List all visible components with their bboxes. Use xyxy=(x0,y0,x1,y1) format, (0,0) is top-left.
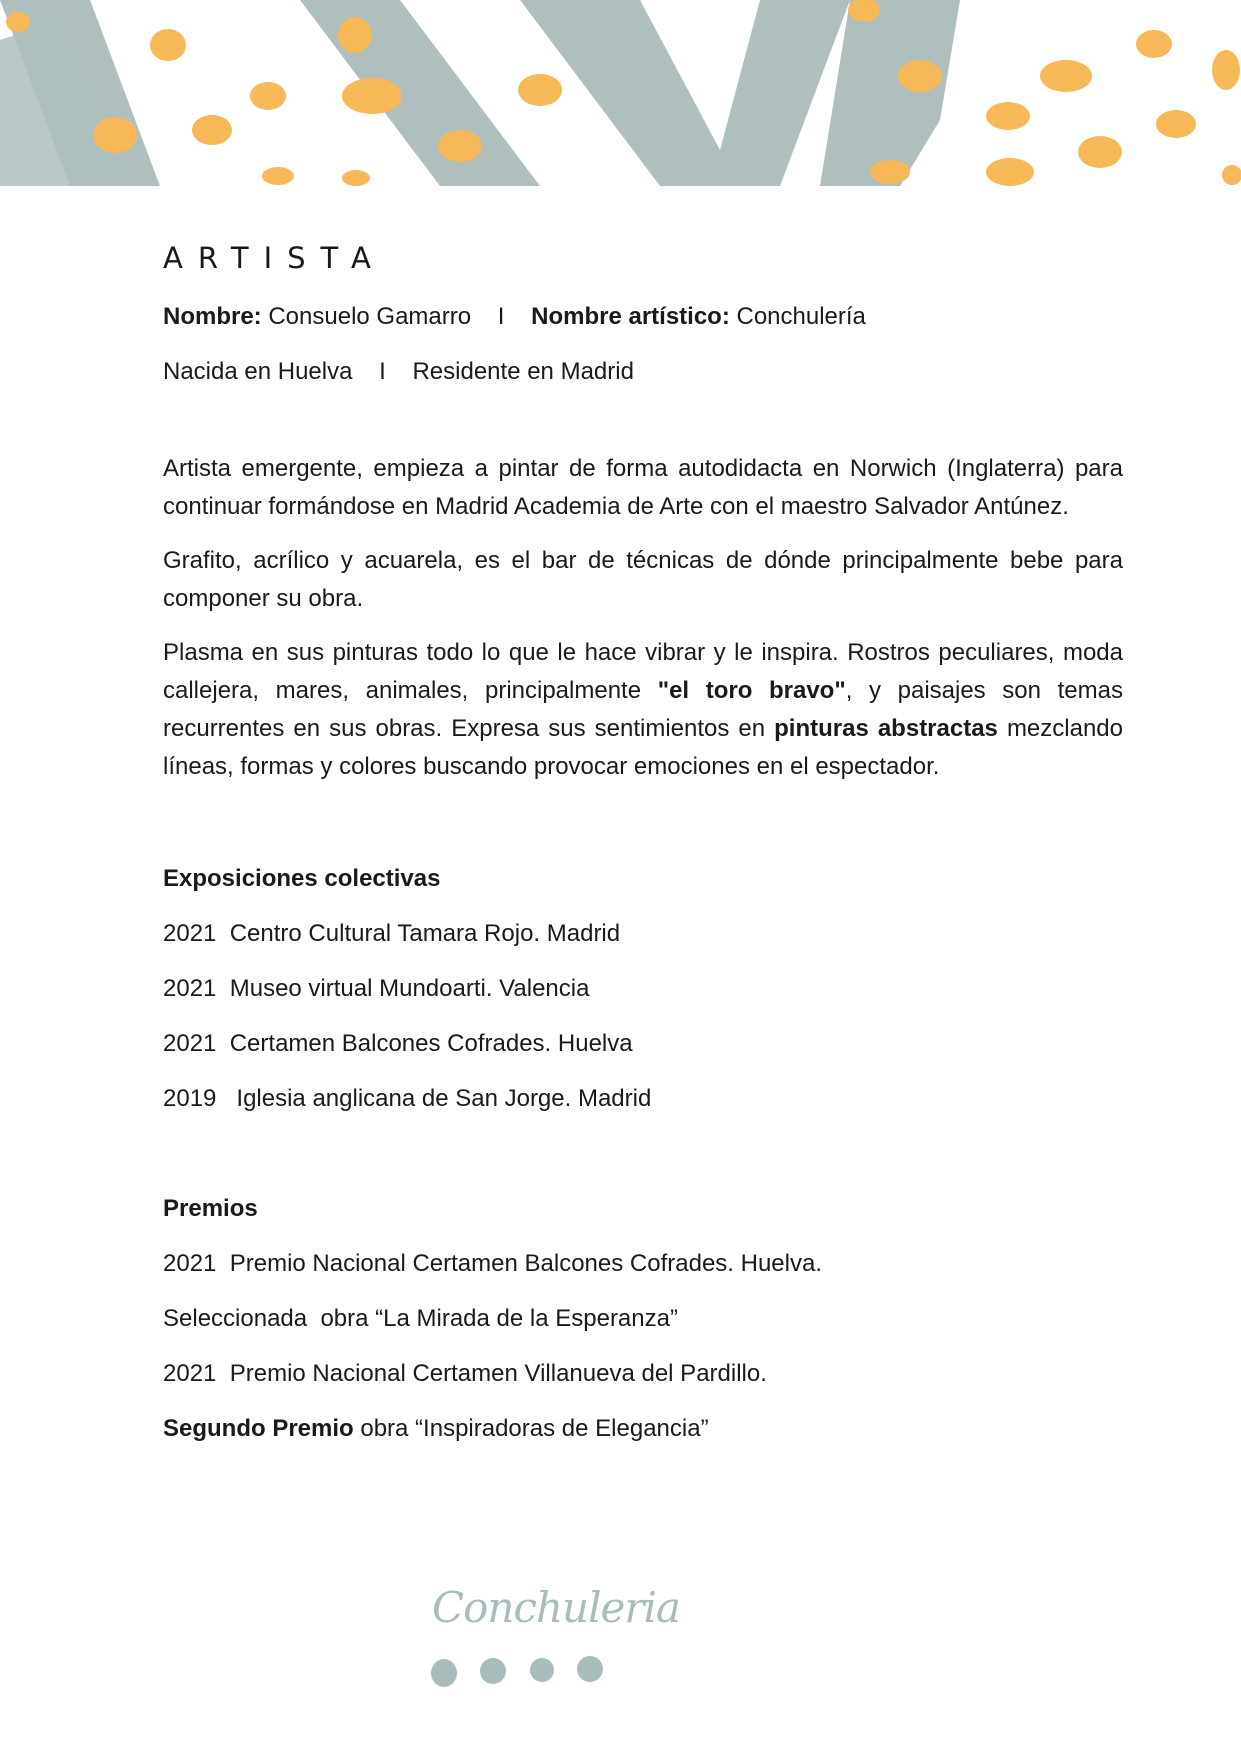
bio-bold-text: pinturas abstractas xyxy=(774,715,998,742)
dot xyxy=(1222,165,1241,185)
dot xyxy=(93,117,137,153)
dot xyxy=(342,78,402,114)
dot xyxy=(250,82,286,110)
section-title: ARTISTA xyxy=(163,241,386,275)
document-body xyxy=(163,240,1123,1444)
bio-text: , y paisajes son temas recurrentes en sus obras. Expresa sus sentimientos en xyxy=(163,677,1123,742)
dot xyxy=(1136,30,1172,58)
name-label: Nombre: xyxy=(163,303,262,330)
award-line: 2021 Premio Nacional Certamen Villanueva del Pardillo. xyxy=(163,1360,767,1387)
bio-text: Plasma en sus pinturas todo lo que le hace vibrar y le inspira. Rostros peculiares, moda callejera, mares, animales, principalmente xyxy=(163,639,1123,704)
dot xyxy=(342,170,370,186)
dot xyxy=(6,12,30,32)
award-line: 2021 Premio Nacional Certamen Balcones Cofrades. Huelva. xyxy=(163,1250,823,1277)
resident-text: Residente en Madrid xyxy=(412,358,634,385)
artist-origin-line xyxy=(163,357,1123,387)
bio-paragraph-1: Artista emergente, empieza a pintar de forma autodidacta en Norwich (Inglaterra) para continuar formándose en Madrid Academia de Arte con el maestro Salvador Antúnez. xyxy=(163,455,1123,520)
award-bold-text: Segundo Premio xyxy=(163,1415,354,1442)
brush-stroke xyxy=(820,0,960,186)
dot xyxy=(1040,60,1092,92)
dot xyxy=(1212,50,1240,90)
artistic-name-value: Conchulería xyxy=(729,303,866,330)
dot xyxy=(518,74,562,106)
award-line: Seleccionada obra “La Mirada de la Esperanza” xyxy=(163,1305,678,1332)
name-value: Consuelo Gamarro xyxy=(261,303,472,330)
born-text: Nacida en Huelva xyxy=(163,358,353,385)
dot xyxy=(986,102,1030,130)
awards-title: Premios xyxy=(163,1195,258,1222)
dot xyxy=(1156,110,1196,138)
dot xyxy=(986,158,1034,186)
separator: I xyxy=(497,303,505,330)
bio-text: mezclando líneas, formas y colores buscando provocar emociones en el espectador. xyxy=(163,715,1124,780)
exhibition-item: 2021 Museo virtual Mundoarti. Valencia xyxy=(163,975,590,1002)
logo-dots xyxy=(420,1583,620,1693)
logo-wordmark: Conchuleria xyxy=(432,1583,680,1632)
exhibition-item: 2021 Certamen Balcones Cofrades. Huelva xyxy=(163,1030,633,1057)
award-text: obra “Inspiradoras de Elegancia” xyxy=(353,1415,709,1442)
dot xyxy=(438,130,482,162)
separator: I xyxy=(379,358,386,385)
dot xyxy=(870,160,910,184)
bio-paragraph-3 xyxy=(163,634,1123,786)
artist-name-line xyxy=(163,302,1123,332)
dot xyxy=(338,17,372,53)
conchuleria-logo xyxy=(420,1583,680,1693)
bio-bold-text: "el toro bravo" xyxy=(657,677,846,704)
artistic-name-label: Nombre artístico: xyxy=(531,303,730,330)
bio-paragraph-2: Grafito, acrílico y acuarela, es el bar de técnicas de dónde principalmente bebe para componer su obra. xyxy=(163,547,1123,612)
decorative-banner xyxy=(0,0,1241,186)
brush-stroke xyxy=(300,0,540,186)
award-line xyxy=(163,1414,1123,1444)
exhibition-item: 2019 Iglesia anglicana de San Jorge. Madrid xyxy=(163,1085,652,1112)
dot xyxy=(262,167,294,185)
brush-stroke xyxy=(520,0,850,186)
dot xyxy=(150,29,186,61)
exhibition-item: 2021 Centro Cultural Tamara Rojo. Madrid xyxy=(163,920,621,947)
exhibitions-title: Exposiciones colectivas xyxy=(163,865,441,892)
dot xyxy=(1078,136,1122,168)
dot xyxy=(192,115,232,145)
dot xyxy=(898,60,942,92)
